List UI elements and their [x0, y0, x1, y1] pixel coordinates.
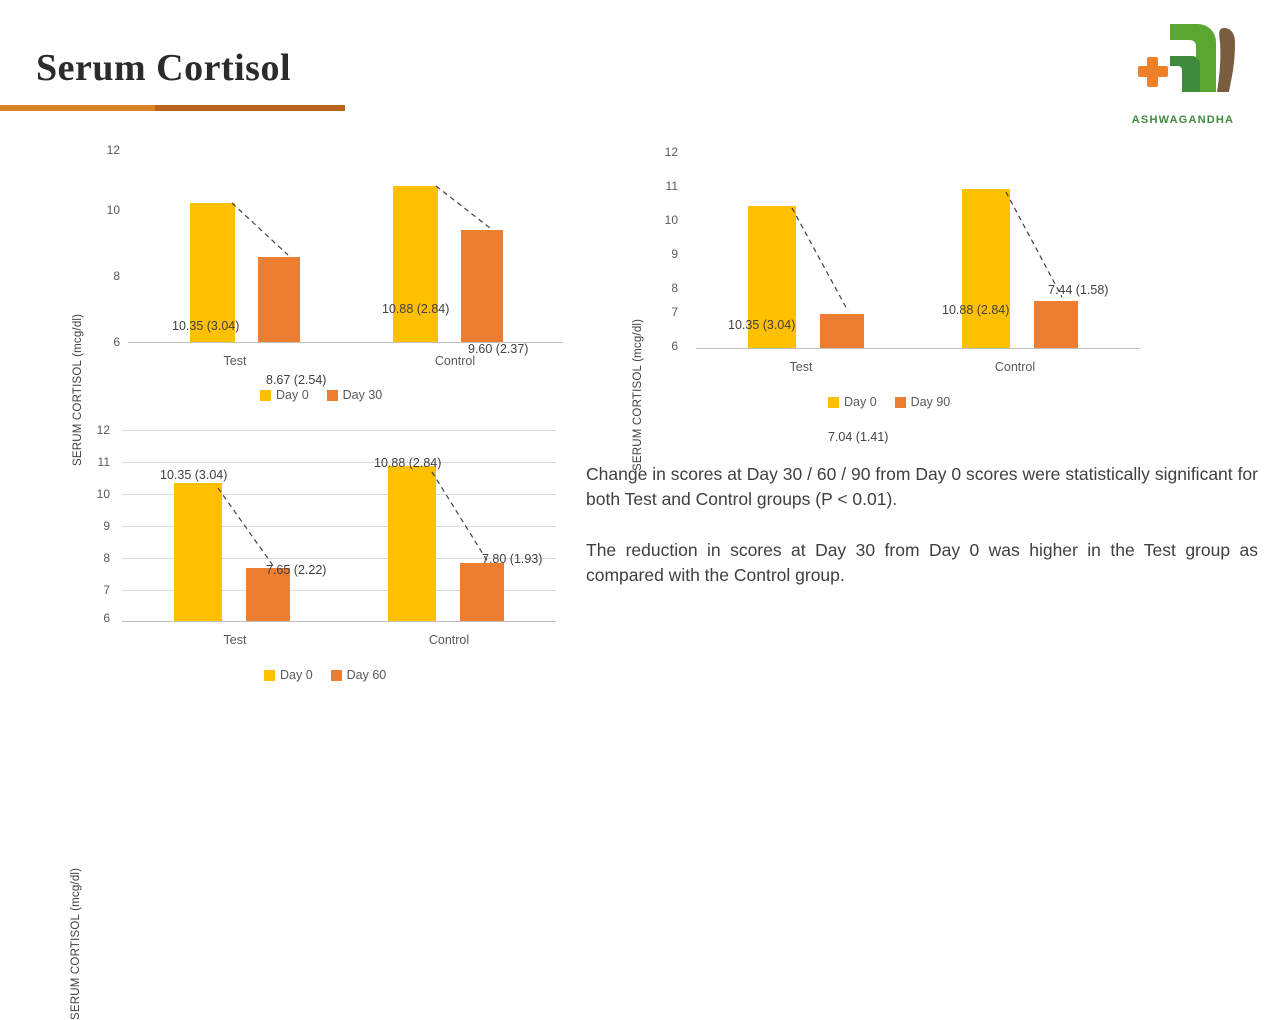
value-label-control-day30: 9.60 (2.37)	[468, 342, 529, 356]
note-paragraph-2: The reduction in scores at Day 30 from Day 0 was higher in the Test group as compared with the Control group.	[586, 540, 1258, 585]
y-tick: 11	[665, 179, 678, 193]
y-tick: 9	[103, 519, 110, 533]
value-label-control-day60: 7.80 (1.93)	[482, 552, 543, 566]
legend-item-day30	[327, 388, 383, 402]
legend-label: Day 30	[342, 388, 383, 402]
value-label-control-day0: 10.88 (2.84)	[374, 456, 442, 470]
y-axis-title: SERUM CORTISOL (mcg/dl)	[632, 318, 644, 471]
legend-label: Day 0	[844, 395, 877, 409]
category-label-test: Test	[789, 360, 813, 374]
legend-item-day0	[264, 668, 313, 682]
y-tick: 10	[96, 487, 110, 501]
legend-item-day60	[331, 668, 387, 682]
logo-mark-icon	[1108, 14, 1258, 112]
value-label-test-day60: 7.65 (2.22)	[266, 563, 327, 577]
legend-label: Day 0	[280, 668, 313, 682]
x-axis-line	[696, 348, 1140, 349]
plot-area	[696, 136, 1140, 348]
y-tick: 12	[96, 423, 110, 437]
page-title: Serum Cortisol	[36, 47, 292, 89]
legend-day60	[264, 668, 398, 682]
value-label-test-day0: 10.35 (3.04)	[172, 319, 240, 333]
chart-day60	[56, 412, 576, 1020]
value-label-control-day90: 7.44 (1.58)	[1048, 283, 1109, 297]
note-paragraph-1: Change in scores at Day 30 / 60 / 90 from Day 0 scores were statistically significant for both Test and Control groups (P < 0.01).	[586, 464, 1258, 509]
value-label-test-day90: 7.04 (1.41)	[828, 430, 889, 444]
y-tick: 8	[113, 269, 120, 283]
y-tick: 7	[671, 305, 678, 319]
value-label-test-day0: 10.35 (3.04)	[728, 318, 796, 332]
plot-area	[122, 412, 556, 621]
legend-item-day0	[828, 395, 877, 409]
y-tick: 11	[97, 455, 110, 469]
y-tick: 10	[664, 213, 678, 227]
value-label-test-day30: 8.67 (2.54)	[266, 373, 327, 387]
category-label-control: Control	[994, 360, 1036, 374]
y-tick: 10	[106, 203, 120, 217]
logo-wordmark: ASHWAGANDHA	[1131, 114, 1235, 126]
plot-area	[128, 136, 563, 342]
y-axis-title: SERUM CORTISOL (mcg/dl)	[70, 867, 82, 1020]
y-tick: 7	[103, 583, 110, 597]
trend-line	[696, 136, 1140, 348]
y-tick: 8	[103, 551, 110, 565]
trend-line	[122, 412, 556, 621]
y-tick: 9	[671, 247, 678, 261]
y-tick: 6	[671, 339, 678, 353]
legend-day30	[260, 388, 394, 402]
ashwagandha-logo	[1108, 14, 1258, 126]
legend-swatch-icon	[895, 397, 906, 408]
value-label-control-day0: 10.88 (2.84)	[942, 303, 1010, 317]
trend-line-test	[128, 136, 563, 342]
y-tick: 8	[671, 281, 678, 295]
legend-label: Day 0	[276, 388, 309, 402]
legend-swatch-icon	[260, 390, 271, 401]
category-label-test: Test	[223, 633, 247, 647]
y-tick: 6	[103, 611, 110, 625]
value-label-test-day0: 10.35 (3.04)	[160, 468, 228, 482]
legend-label: Day 60	[346, 668, 387, 682]
y-axis-title: SERUM CORTISOL (mcg/dl)	[72, 313, 84, 466]
legend-swatch-icon	[327, 390, 338, 401]
legend-swatch-icon	[828, 397, 839, 408]
legend-item-day0	[260, 388, 309, 402]
category-label-control: Control	[428, 633, 470, 647]
legend-swatch-icon	[264, 670, 275, 681]
title-underline-accent	[0, 105, 155, 111]
chart-day90	[620, 136, 1140, 471]
legend-day90	[828, 395, 962, 409]
category-label-control: Control	[434, 354, 476, 368]
x-axis-line	[122, 621, 556, 622]
y-tick: 12	[664, 145, 678, 159]
legend-swatch-icon	[331, 670, 342, 681]
y-tick: 6	[113, 335, 120, 349]
legend-item-day90	[895, 395, 951, 409]
legend-label: Day 90	[910, 395, 951, 409]
value-label-control-day0: 10.88 (2.84)	[382, 302, 450, 316]
category-label-test: Test	[223, 354, 247, 368]
y-tick: 12	[106, 143, 120, 157]
